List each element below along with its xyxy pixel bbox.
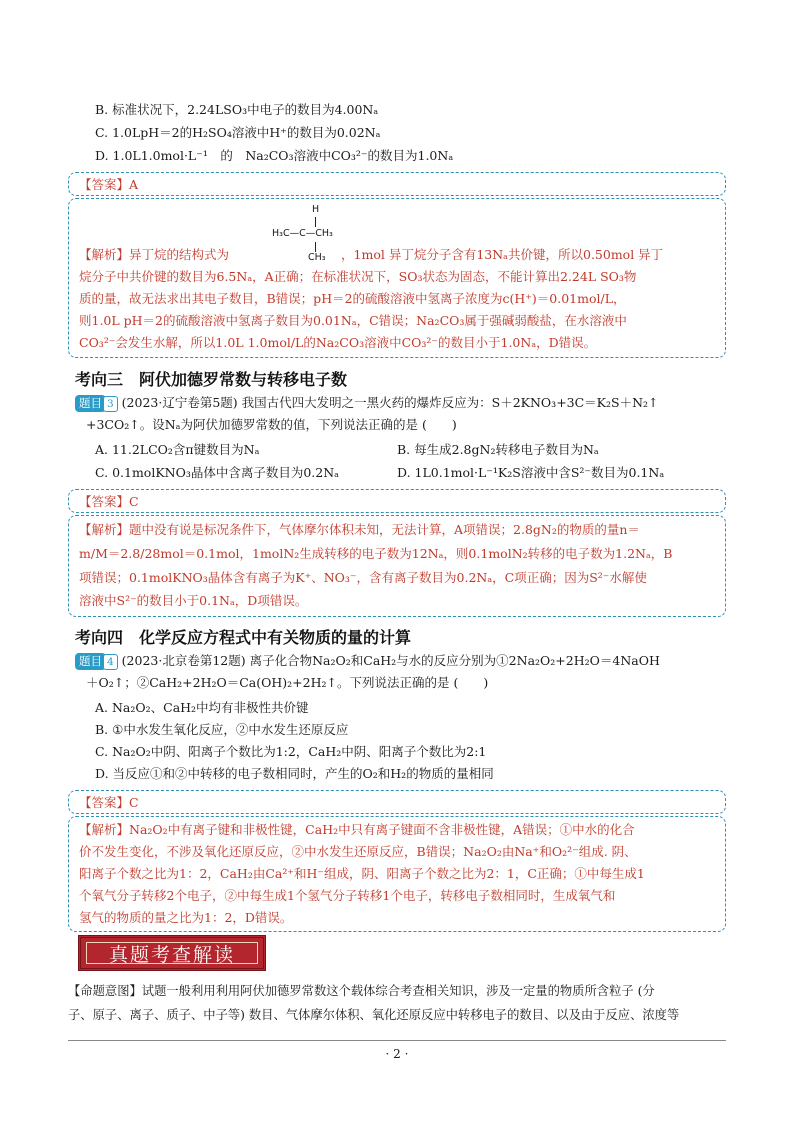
q2-explanation-line1: 【解析】异丁烷的结构式为 ，1mol 异丁烷分子含有13Nₐ共价键，所以0.50mol 异丁: [79, 247, 664, 262]
q3-option-a: A. 11.2LCO₂含π键数目为Nₐ: [95, 442, 260, 457]
q2-option-b: B. 标准状况下，2.24LSO₃中电子的数目为4.00Nₐ: [95, 102, 379, 117]
q4-explanation-line1: 【解析】Na₂O₂中有离子键和非极性键，CaH₂中只有离子键面不含非极性键，A错误；①中水的化合: [79, 822, 635, 837]
q4-badge: 题目: [75, 653, 106, 670]
q4-option-b: B. ①中水发生氧化反应，②中水发生还原反应: [95, 722, 349, 737]
q3-explanation-line4: 溶液中S²⁻的数目小于0.1Nₐ，D项错误。: [79, 593, 308, 608]
struct-top-h: H: [312, 204, 320, 215]
struct-bottom-ch3: CH₃: [308, 252, 326, 263]
page-number: · 2 ·: [385, 1047, 409, 1061]
q4-explanation-line4: 个氧气分子转移2个电子，②中每生成1个氢气分子转移1个电子，转移电子数相同时，生成氧气和: [79, 888, 616, 903]
q3-number: 3: [103, 396, 118, 412]
q4-explanation-line2: 价不发生变化，不涉及氧化还原反应，②中水发生还原反应，B错误；Na₂O₂由Na⁺和O₂²⁻组成. 阴、: [79, 844, 637, 859]
q2-option-d: D. 1.0L1.0mol·L⁻¹ 的 Na₂CO₃溶液中CO₃²⁻的数目为1.0Nₐ: [95, 148, 454, 163]
q3-answer-text: 【答案】C: [79, 494, 139, 509]
q4-stem-line2: ＋O₂↑；②CaH₂+2H₂O＝Ca(OH)₂+2H₂↑。下列说法正确的是 ( ): [86, 675, 489, 690]
q3-explanation-line2: m/M＝2.8/28mol＝0.1mol，1molN₂生成转移的电子数为12Nₐ，则0.1molN₂转移的电子数为1.2Nₐ，B: [79, 546, 673, 561]
q2-option-c: C. 1.0LpH＝2的H₂SO₄溶液中H⁺的数目为0.02Nₐ: [95, 125, 381, 140]
struct-bond-bottom: [315, 242, 316, 252]
q2-explanation-line5: CO₃²⁻会发生水解，所以1.0L 1.0mol/L的Na₂CO₃溶液中CO₃²⁻的数目小于1.0Nₐ，D错误。: [79, 335, 597, 350]
q3-option-b: B. 每生成2.8gN₂转移电子数目为Nₐ: [397, 442, 599, 457]
q3-stem-line1: 题目 3 (2023·辽宁卷第5题) 我国古代四大发明之一黑火药的爆炸反应为：S＋2KNO₃+3C＝K₂S＋N₂↑: [75, 394, 659, 412]
q3-explanation-line3: 项错误；0.1molKNO₃晶体含有离子为K⁺、NO₃⁻，含有离子数目为0.2Nₐ，C项正确；因为S²⁻水解使: [79, 570, 647, 585]
q4-explanation-line3: 阳离子个数之比为1：2，CaH₂由Ca²⁺和H⁻组成，阴、阳离子个数之比为2：1，C正确；①中每生成1: [79, 866, 645, 881]
banner-label: 真题考查解读: [86, 942, 258, 964]
q4-stem-line1: 题目 4 (2023·北京卷第12题) 离子化合物Na₂O₂和CaH₂与水的反应分别为①2Na₂O₂+2H₂O＝4NaOH: [75, 652, 660, 670]
q4-number: 4: [103, 654, 118, 670]
footer-rule: [68, 1040, 726, 1041]
q4-answer-box: [68, 790, 726, 814]
q4-option-a: A. Na₂O₂、CaH₂中均有非极性共价键: [95, 700, 309, 715]
q3-badge: 题目: [75, 395, 106, 412]
isobutane-structure: [272, 204, 364, 266]
q4-option-d: D. 当反应①和②中转移的电子数相同时，产生的O₂和H₂的物质的量相同: [95, 766, 494, 781]
q4-answer-text: 【答案】C: [79, 795, 139, 810]
q2-answer-text: 【答案】A: [79, 177, 139, 192]
q3-option-d: D. 1L0.1mol·L⁻¹K₂S溶液中含S²⁻数目为0.1Nₐ: [397, 465, 665, 480]
q2-explanation-line4: 则1.0L pH＝2的硫酸溶液中氢离子数目为0.01Nₐ，C错误；Na₂CO₃属于强碱弱酸盐，在水溶液中: [79, 313, 627, 328]
q4-option-c: C. Na₂O₂中阴、阳离子个数比为1:2，CaH₂中阴、阳离子个数比为2:1: [95, 744, 487, 759]
intent-line1: 【命题意图】试题一般利用利用阿伏加德罗常数这个载体综合考查相关知识，涉及一定量的物质所含粒子 (分: [68, 984, 655, 998]
q4-explanation-line5: 氢气的物质的量之比为1：2，D错误。: [79, 910, 293, 925]
struct-bond-top: [315, 217, 316, 227]
q3-stem-line2: +3CO₂↑。设Nₐ为阿伏加德罗常数的值，下列说法正确的是 ( ): [86, 417, 457, 432]
struct-middle: H₃C—C—CH₃: [272, 228, 333, 239]
q3-explanation-line1: 【解析】题中没有说是标况条件下，气体摩尔体积未知，无法计算，A项错误；2.8gN₂的物质的量n＝: [79, 522, 640, 537]
q3-explanation-box: [68, 515, 726, 617]
q3-option-c: C. 0.1molKNO₃晶体中含离子数目为0.2Nₐ: [95, 465, 339, 480]
q2-explanation-line2: 烷分子中共价键的数目为6.5Nₐ，A正确；在标准状况下，SO₃状态为固态，不能计算出2.24L SO₃物: [79, 269, 637, 284]
intent-line2: 子、原子、离子、质子、中子等) 数目、气体摩尔体积、氧化还原反应中转移电子的数目、以及由于反应、浓度等: [68, 1008, 680, 1022]
q2-explanation-line3: 质的量，故无法求出其电子数目，B错误；pH＝2的硫酸溶液中氢离子浓度为c(H⁺)＝0.01mol/L，: [79, 291, 626, 306]
q4-explanation-box: [68, 816, 726, 932]
section3-heading: 考向三 阿伏加德罗常数与转移电子数: [75, 370, 348, 389]
q2-explanation-box: [68, 198, 726, 358]
q2-answer-box: [68, 172, 726, 196]
q3-answer-box: [68, 489, 726, 513]
section4-heading: 考向四 化学反应方程式中有关物质的量的计算: [75, 628, 412, 647]
section-banner: [78, 935, 266, 971]
